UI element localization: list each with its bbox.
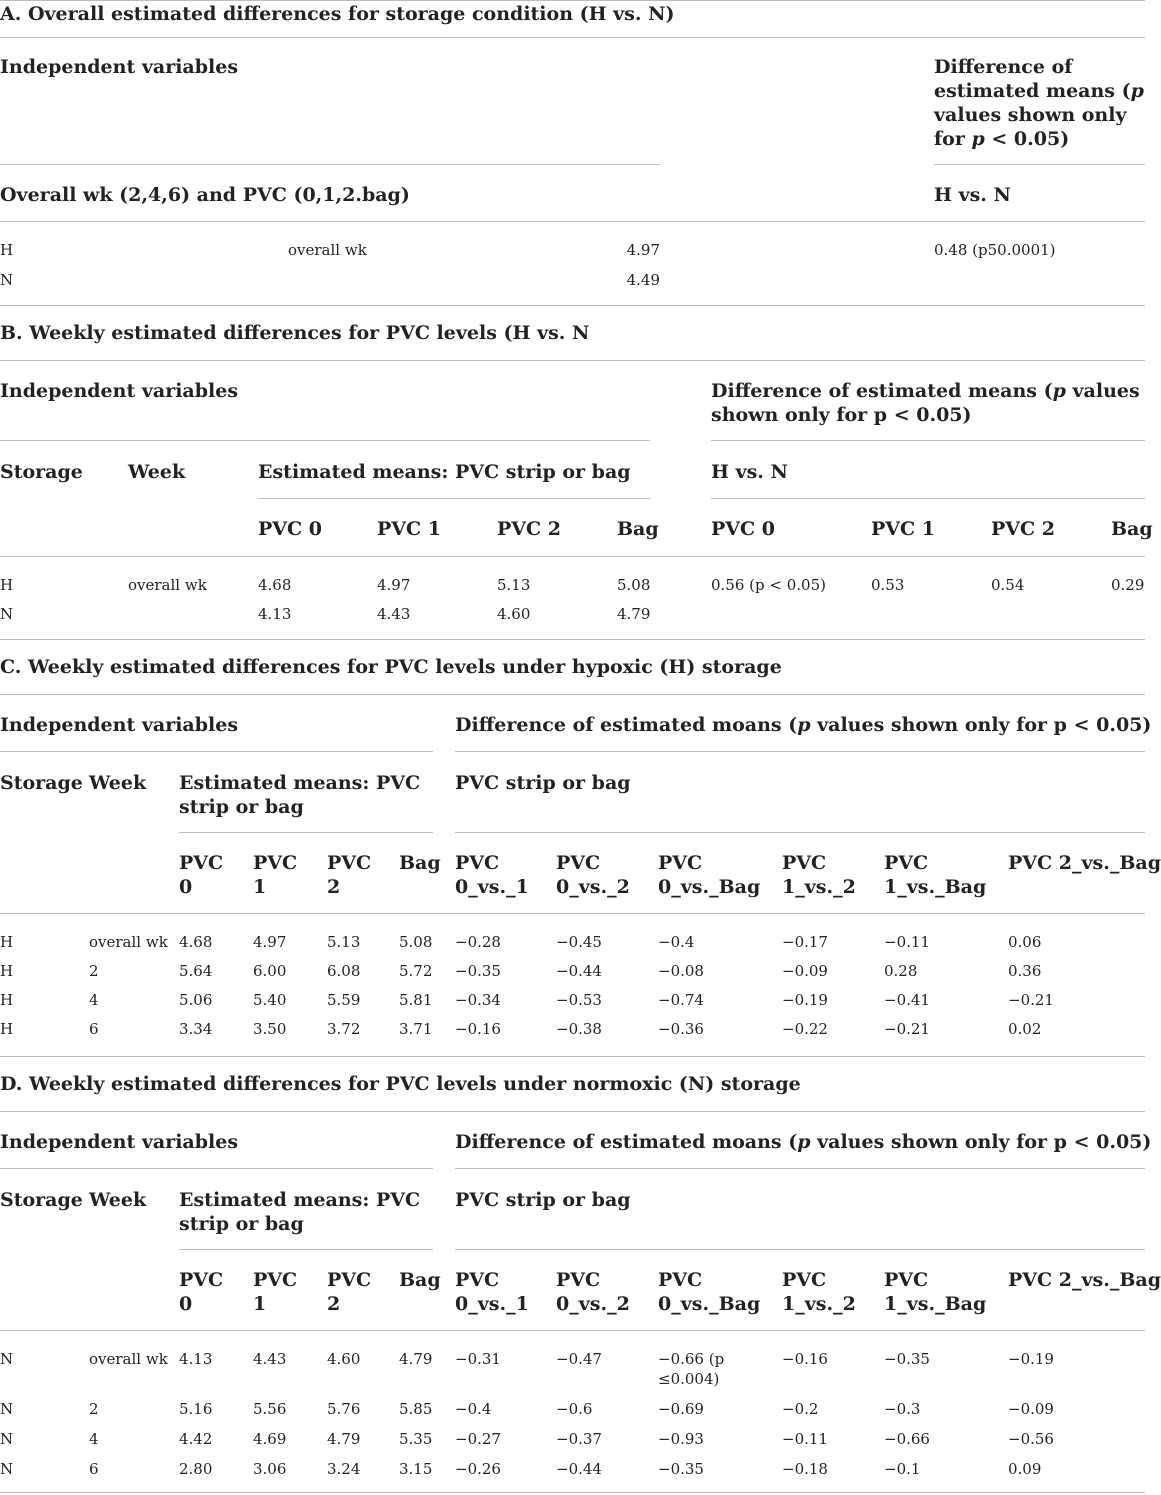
- section-b-row-mean: 5.08: [617, 576, 651, 594]
- section-d-diff-header: Difference of estimated moans (p values shown only for p < 0.05): [455, 1131, 1152, 1153]
- section-c-row-diff: −0.09: [782, 962, 828, 980]
- section-d-indep-rule: [0, 1168, 433, 1169]
- section-d-row-mean: 3.24: [327, 1460, 361, 1478]
- section-c-diff-col: PVC 0_vs._2: [556, 852, 630, 898]
- section-d-row-diff: −0.66: [884, 1430, 930, 1448]
- section-d-title: D. Weekly estimated differences for PVC levels under normoxic (N) storage: [0, 1073, 801, 1095]
- section-c-diff-col: PVC 1_vs._Bag: [884, 852, 987, 898]
- section-b-means-rule: [258, 498, 650, 499]
- section-c-row-diff: −0.53: [556, 991, 602, 1009]
- section-d-row-mean: 5.35: [399, 1430, 433, 1448]
- section-a-row-storage: N: [0, 271, 14, 289]
- section-c-row-mean: 3.72: [327, 1020, 361, 1038]
- section-c-row-week: 6: [89, 1020, 99, 1038]
- section-a-row-storage: H: [0, 241, 14, 259]
- section-c-row-storage: H: [0, 1020, 14, 1038]
- section-b-means-col: PVC 1: [377, 518, 441, 540]
- section-d-diff-col: PVC 1_vs._Bag: [884, 1269, 987, 1315]
- section-c-row-mean: 5.81: [399, 991, 433, 1009]
- section-b-title: B. Weekly estimated differences for PVC levels (H vs. N: [0, 322, 590, 344]
- section-b-title-rule: [0, 360, 1145, 361]
- section-d-row-week: overall wk: [89, 1350, 168, 1368]
- section-c-row-diff: −0.36: [658, 1020, 704, 1038]
- section-d-means-col: PVC 0: [179, 1269, 224, 1315]
- section-b-row-storage: H: [0, 576, 14, 594]
- section-d-row-storage: N: [0, 1430, 14, 1448]
- section-c-row-diff: 0.06: [1008, 933, 1042, 951]
- section-d-row-mean: 5.16: [179, 1400, 213, 1418]
- section-d-diff-col: PVC 2_vs._Bag: [1008, 1269, 1161, 1291]
- section-d-header-rule: [0, 1330, 1145, 1331]
- section-d-row-storage: N: [0, 1460, 14, 1478]
- section-d-diff-col: PVC 0_vs._1: [455, 1269, 529, 1315]
- section-c-row-mean: 5.08: [399, 933, 433, 951]
- bottom-rule: [0, 1492, 1145, 1493]
- section-c-row-diff: −0.44: [556, 962, 602, 980]
- section-d-row-diff: −0.19: [1008, 1350, 1054, 1368]
- section-c-col-storage: Storage: [0, 772, 83, 794]
- section-c-diff-header: Difference of estimated moans (p values shown only for p < 0.05): [455, 714, 1152, 736]
- section-c-diff-col: PVC 0_vs._Bag: [658, 852, 761, 898]
- section-b-row-diff: 0.54: [991, 576, 1025, 594]
- section-c-means-col: PVC 2: [327, 852, 372, 898]
- section-c-row-diff: −0.21: [884, 1020, 930, 1038]
- section-b-row-diff: 0.29: [1111, 576, 1145, 594]
- section-b-row-mean: 4.97: [377, 576, 411, 594]
- section-c-row-diff: −0.19: [782, 991, 828, 1009]
- section-b-means-col: Bag: [617, 518, 659, 540]
- section-c-indep-rule: [0, 751, 433, 752]
- section-c-row-mean: 4.97: [253, 933, 287, 951]
- section-c-row-diff: 0.02: [1008, 1020, 1042, 1038]
- section-b-diff-col: PVC 1: [871, 518, 935, 540]
- section-c-means-col: PVC 1: [253, 852, 298, 898]
- section-d-col-week: Week: [89, 1189, 147, 1211]
- section-d-row-diff: −0.66 (p ≤0.004): [658, 1350, 725, 1388]
- section-b-end-rule: [0, 639, 1145, 640]
- section-b-means-col: PVC 2: [497, 518, 561, 540]
- section-b-diff-col: PVC 0: [711, 518, 775, 540]
- section-b-header-rule: [0, 556, 1145, 557]
- section-c-row-diff: −0.28: [455, 933, 501, 951]
- section-d-means-col: PVC 1: [253, 1269, 298, 1315]
- section-d-row-diff: −0.69: [658, 1400, 704, 1418]
- section-c-row-diff: −0.35: [455, 962, 501, 980]
- section-c-diff-col: PVC 2_vs._Bag: [1008, 852, 1161, 874]
- section-d-row-week: 2: [89, 1400, 99, 1418]
- section-a-header-rule: [0, 221, 1145, 222]
- section-a-end-rule: [0, 305, 1145, 306]
- section-c-row-storage: H: [0, 933, 14, 951]
- section-c-row-mean: 6.00: [253, 962, 287, 980]
- section-c-row-diff: 0.28: [884, 962, 918, 980]
- section-a-title: A. Overall estimated differences for storage condition (H vs. N): [0, 3, 675, 25]
- section-d-row-diff: −0.27: [455, 1430, 501, 1448]
- section-c-row-mean: 5.40: [253, 991, 287, 1009]
- section-d-row-diff: −0.16: [782, 1350, 828, 1368]
- section-d-row-mean: 5.85: [399, 1400, 433, 1418]
- section-c-row-diff: −0.34: [455, 991, 501, 1009]
- section-c-row-mean: 3.71: [399, 1020, 433, 1038]
- section-d-row-mean: 4.60: [327, 1350, 361, 1368]
- section-c-row-mean: 5.13: [327, 933, 361, 951]
- section-b-diff-col: PVC 2: [991, 518, 1055, 540]
- section-c-means-col: Bag: [399, 852, 441, 874]
- section-a-row-mean: 4.49: [626, 271, 660, 289]
- section-c-strip-header: PVC strip or bag: [455, 772, 631, 794]
- section-c-row-diff: −0.45: [556, 933, 602, 951]
- section-d-row-mean: 3.15: [399, 1460, 433, 1478]
- section-a-diff-rule: [934, 164, 1145, 165]
- section-d-row-diff: −0.2: [782, 1400, 819, 1418]
- section-d-strip-rule: [455, 1249, 1145, 1250]
- section-c-row-week: overall wk: [89, 933, 168, 951]
- section-d-row-diff: −0.11: [782, 1430, 828, 1448]
- section-c-title: C. Weekly estimated differences for PVC levels under hypoxic (H) storage: [0, 656, 782, 678]
- section-d-row-diff: −0.3: [884, 1400, 921, 1418]
- section-a-sub-right: H vs. N: [934, 184, 1011, 206]
- section-d-row-mean: 4.79: [399, 1350, 433, 1368]
- section-d-diff-col: PVC 0_vs._2: [556, 1269, 630, 1315]
- section-b-row-storage: N: [0, 605, 14, 623]
- section-d-row-week: 4: [89, 1430, 99, 1448]
- section-d-row-storage: N: [0, 1400, 14, 1418]
- section-d-row-diff: 0.09: [1008, 1460, 1042, 1478]
- section-a-row-week: overall wk: [288, 241, 367, 259]
- section-c-row-mean: 3.34: [179, 1020, 213, 1038]
- section-c-row-diff: −0.21: [1008, 991, 1054, 1009]
- section-a-sub-left: Overall wk (2,4,6) and PVC (0,1,2.bag): [0, 184, 410, 206]
- section-c-row-week: 2: [89, 962, 99, 980]
- section-d-diff-col: PVC 1_vs._2: [782, 1269, 856, 1315]
- section-b-row-week: overall wk: [128, 576, 207, 594]
- section-c-row-diff: −0.17: [782, 933, 828, 951]
- section-b-indep-rule: [0, 440, 650, 441]
- section-d-row-mean: 4.13: [179, 1350, 213, 1368]
- section-c-row-week: 4: [89, 991, 99, 1009]
- section-a-diff-header: Difference of estimated means (p values shown only for p < 0.05): [934, 56, 1144, 150]
- section-d-row-diff: −0.37: [556, 1430, 602, 1448]
- section-d-row-mean: 5.76: [327, 1400, 361, 1418]
- section-c-row-mean: 3.50: [253, 1020, 287, 1038]
- section-b-hvsn-rule: [711, 498, 1145, 499]
- section-c-row-diff: −0.74: [658, 991, 704, 1009]
- section-d-means-col: PVC 2: [327, 1269, 372, 1315]
- section-c-row-diff: −0.11: [884, 933, 930, 951]
- section-a-row-mean: 4.97: [626, 241, 660, 259]
- section-d-row-mean: 4.69: [253, 1430, 287, 1448]
- section-c-row-mean: 5.64: [179, 962, 213, 980]
- section-c-means-rule: [179, 832, 433, 833]
- section-d-row-diff: −0.4: [455, 1400, 492, 1418]
- section-c-row-mean: 4.68: [179, 933, 213, 951]
- section-d-row-diff: −0.26: [455, 1460, 501, 1478]
- section-b-means-header: Estimated means: PVC strip or bag: [258, 461, 631, 483]
- section-d-row-mean: 3.06: [253, 1460, 287, 1478]
- section-c-row-diff: −0.38: [556, 1020, 602, 1038]
- section-b-diff-rule: [711, 440, 1145, 441]
- section-c-diff-col: PVC 0_vs._1: [455, 852, 529, 898]
- section-c-row-diff: −0.4: [658, 933, 695, 951]
- section-b-row-diff: 0.56 (p < 0.05): [711, 576, 826, 594]
- section-c-row-diff: −0.22: [782, 1020, 828, 1038]
- section-b-diff-header: Difference of estimated means (p values shown only for p < 0.05): [711, 380, 1140, 426]
- section-d-strip-header: PVC strip or bag: [455, 1189, 631, 1211]
- section-c-row-storage: H: [0, 962, 14, 980]
- section-d-row-diff: −0.31: [455, 1350, 501, 1368]
- section-b-row-mean: 4.79: [617, 605, 651, 623]
- section-c-row-diff: 0.36: [1008, 962, 1042, 980]
- section-c-indep-header: Independent variables: [0, 714, 239, 736]
- section-d-row-diff: −0.47: [556, 1350, 602, 1368]
- section-c-row-diff: −0.08: [658, 962, 704, 980]
- section-d-row-diff: −0.09: [1008, 1400, 1054, 1418]
- section-d-row-diff: −0.18: [782, 1460, 828, 1478]
- section-c-row-mean: 6.08: [327, 962, 361, 980]
- section-c-diff-col: PVC 1_vs._2: [782, 852, 856, 898]
- section-c-col-week: Week: [89, 772, 147, 794]
- section-b-row-mean: 5.13: [497, 576, 531, 594]
- section-b-row-diff: 0.53: [871, 576, 905, 594]
- section-a-row-diff: 0.48 (p50.0001): [934, 241, 1056, 259]
- section-b-col-week: Week: [128, 461, 186, 483]
- section-d-means-rule: [179, 1249, 433, 1250]
- section-d-title-rule: [0, 1111, 1145, 1112]
- section-d-diff-rule: [455, 1168, 1145, 1169]
- section-c-row-diff: −0.16: [455, 1020, 501, 1038]
- section-b-col-storage: Storage: [0, 461, 83, 483]
- section-b-diff-col: Bag: [1111, 518, 1153, 540]
- section-b-row-mean: 4.60: [497, 605, 531, 623]
- section-c-row-diff: −0.41: [884, 991, 930, 1009]
- section-c-row-mean: 5.06: [179, 991, 213, 1009]
- section-d-row-mean: 4.42: [179, 1430, 213, 1448]
- section-d-row-mean: 4.43: [253, 1350, 287, 1368]
- section-c-row-mean: 5.59: [327, 991, 361, 1009]
- top-rule: [0, 0, 1145, 1]
- section-b-hvsn-header: H vs. N: [711, 461, 788, 483]
- section-a-title-rule: [0, 37, 1145, 38]
- section-c-strip-rule: [455, 832, 1145, 833]
- section-d-row-diff: −0.44: [556, 1460, 602, 1478]
- section-b-indep-header: Independent variables: [0, 380, 239, 402]
- section-d-row-mean: 2.80: [179, 1460, 213, 1478]
- section-d-diff-col: PVC 0_vs._Bag: [658, 1269, 761, 1315]
- section-c-row-storage: H: [0, 991, 14, 1009]
- section-c-means-col: PVC 0: [179, 852, 224, 898]
- section-c-end-rule: [0, 1056, 1145, 1057]
- section-b-means-col: PVC 0: [258, 518, 322, 540]
- section-a-indep-rule: [0, 164, 660, 165]
- section-d-row-diff: −0.56: [1008, 1430, 1054, 1448]
- section-d-row-diff: −0.35: [884, 1350, 930, 1368]
- section-b-row-mean: 4.43: [377, 605, 411, 623]
- section-b-row-mean: 4.68: [258, 576, 292, 594]
- section-c-diff-rule: [455, 751, 1145, 752]
- section-d-row-week: 6: [89, 1460, 99, 1478]
- section-d-row-diff: −0.6: [556, 1400, 593, 1418]
- section-d-row-diff: −0.35: [658, 1460, 704, 1478]
- section-d-means-col: Bag: [399, 1269, 441, 1291]
- section-d-col-storage: Storage: [0, 1189, 83, 1211]
- section-c-means-header: Estimated means: PVC strip or bag: [179, 772, 421, 818]
- section-a-indep-header: Independent variables: [0, 56, 239, 78]
- section-d-row-diff: −0.93: [658, 1430, 704, 1448]
- section-d-row-diff: −0.1: [884, 1460, 921, 1478]
- section-c-title-rule: [0, 694, 1145, 695]
- section-c-row-mean: 5.72: [399, 962, 433, 980]
- section-d-row-storage: N: [0, 1350, 14, 1368]
- section-b-row-mean: 4.13: [258, 605, 292, 623]
- section-d-indep-header: Independent variables: [0, 1131, 239, 1153]
- section-d-means-header: Estimated means: PVC strip or bag: [179, 1189, 421, 1235]
- section-d-row-mean: 5.56: [253, 1400, 287, 1418]
- section-d-row-mean: 4.79: [327, 1430, 361, 1448]
- section-c-header-rule: [0, 913, 1145, 914]
